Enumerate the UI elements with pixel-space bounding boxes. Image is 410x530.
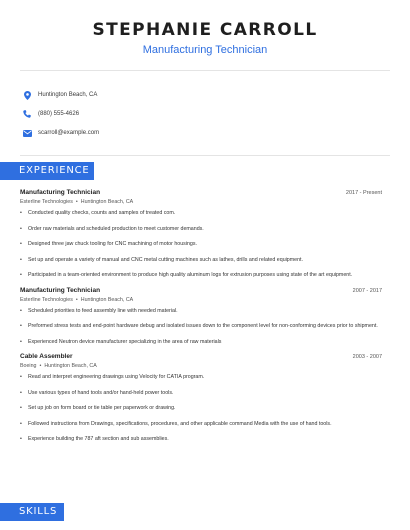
candidate-name: STEPHANIE CARROLL <box>92 20 318 40</box>
bullet-dot-icon: • <box>20 241 22 247</box>
bullet-item: • Scheduled priorities to feed assembly line with needed material. <box>20 307 178 314</box>
contact-location-text: Huntington Beach, CA <box>38 92 98 99</box>
job-company: Esterline Technologies <box>20 199 73 205</box>
separator-dot: • <box>75 296 78 303</box>
job-location: Huntington Beach, CA <box>44 363 97 369</box>
bullet-item: • Conducted quality checks, counts and samples of treated com. <box>20 210 176 216</box>
bullet-dot-icon: • <box>20 405 22 411</box>
job-entry <box>20 287 382 347</box>
bullet-dot-icon: • <box>20 436 22 442</box>
contact-email-text[interactable]: scarroll@example.com <box>38 130 100 137</box>
resume-header <box>0 0 410 57</box>
separator-dot: • <box>39 363 42 369</box>
email-icon <box>22 128 32 138</box>
separator-dot: • <box>75 199 78 205</box>
job-company-line <box>20 297 382 303</box>
bullet-dot-icon: • <box>20 323 22 329</box>
bullet-dot-icon: • <box>20 374 22 380</box>
job-company-line <box>20 363 382 369</box>
job-bullets <box>20 307 382 347</box>
job-company-line <box>20 199 382 205</box>
job-location: Huntington Beach, CA <box>80 199 134 205</box>
contact-list <box>0 71 410 143</box>
job-company: Boeing <box>20 363 37 369</box>
bullet-item: • Set up and operate a variety of manual and CNC metal cutting machines such as lathes, drills and related equipment. <box>20 256 304 263</box>
contact-phone-text: (880) 555-4626 <box>38 111 80 118</box>
contact-email[interactable] <box>22 124 410 143</box>
job-role: Cable Assembler <box>20 353 73 360</box>
bullet-item: • Order raw materials and scheduled production to meet customer demands. <box>20 225 204 232</box>
job-entry <box>20 353 382 444</box>
job-bullets <box>20 209 382 280</box>
job-dates: 2007 - 2017 <box>352 287 382 294</box>
skills-section-heading: SKILLS <box>0 503 64 521</box>
job-company: Esterline Technologies <box>20 296 73 303</box>
bullet-item: • Designed three jaw chuck tooling for CNC machining of motor housings. <box>20 241 197 247</box>
job-bullets <box>20 373 382 444</box>
job-role: Manufacturing Technician <box>20 189 101 196</box>
bullet-item: • Preformed stress tests and end-point hardware debug and isolated issues down to the component level for non-conforming devices prior to shipment. <box>20 323 378 329</box>
experience-section-heading: EXPERIENCE <box>0 162 94 180</box>
bullet-item: • Use various types of hand tools and/or hand-held power tools. <box>20 389 174 396</box>
bullet-item: • Participated in a team-oriented environment to produce high quality aluminum logs for extrusion purposes using state of the art equipment. <box>20 272 353 278</box>
contact-divider <box>20 155 390 156</box>
experience-list <box>20 189 382 451</box>
bullet-dot-icon: • <box>20 225 22 232</box>
bullet-item: • Followed instructions from Drawings, specifications, procedures, and other applicable command Media with the use of hand tools. <box>20 420 332 427</box>
bullet-dot-icon: • <box>20 307 22 314</box>
contact-location <box>22 86 410 105</box>
bullet-dot-icon: • <box>20 256 22 263</box>
job-dates: 2017 - Present <box>345 190 382 196</box>
phone-icon <box>22 109 32 119</box>
bullet-dot-icon: • <box>20 210 22 216</box>
bullet-item: • Experienced Neutron device manufacturer specializing in the area of raw materials <box>20 338 222 345</box>
job-location: Huntington Beach, CA <box>80 296 134 303</box>
job-entry <box>20 189 382 280</box>
bullet-dot-icon: • <box>20 272 22 278</box>
bullet-item: • Set up job on form board or tie table per paperwork or drawing. <box>20 405 176 411</box>
bullet-item: • Experience building the 787 aft section and sub assemblies. <box>20 436 169 442</box>
bullet-dot-icon: • <box>20 389 22 396</box>
candidate-title: Manufacturing Technician <box>142 44 268 56</box>
contact-phone <box>22 105 410 124</box>
bullet-dot-icon: • <box>20 420 22 427</box>
bullet-item: • Read and interpret engineering drawings using Velocity for CATIA program. <box>20 374 205 380</box>
job-role: Manufacturing Technician <box>20 286 101 294</box>
location-pin-icon <box>22 90 32 100</box>
bullet-dot-icon: • <box>20 338 22 345</box>
job-dates: 2003 - 2007 <box>352 354 382 360</box>
